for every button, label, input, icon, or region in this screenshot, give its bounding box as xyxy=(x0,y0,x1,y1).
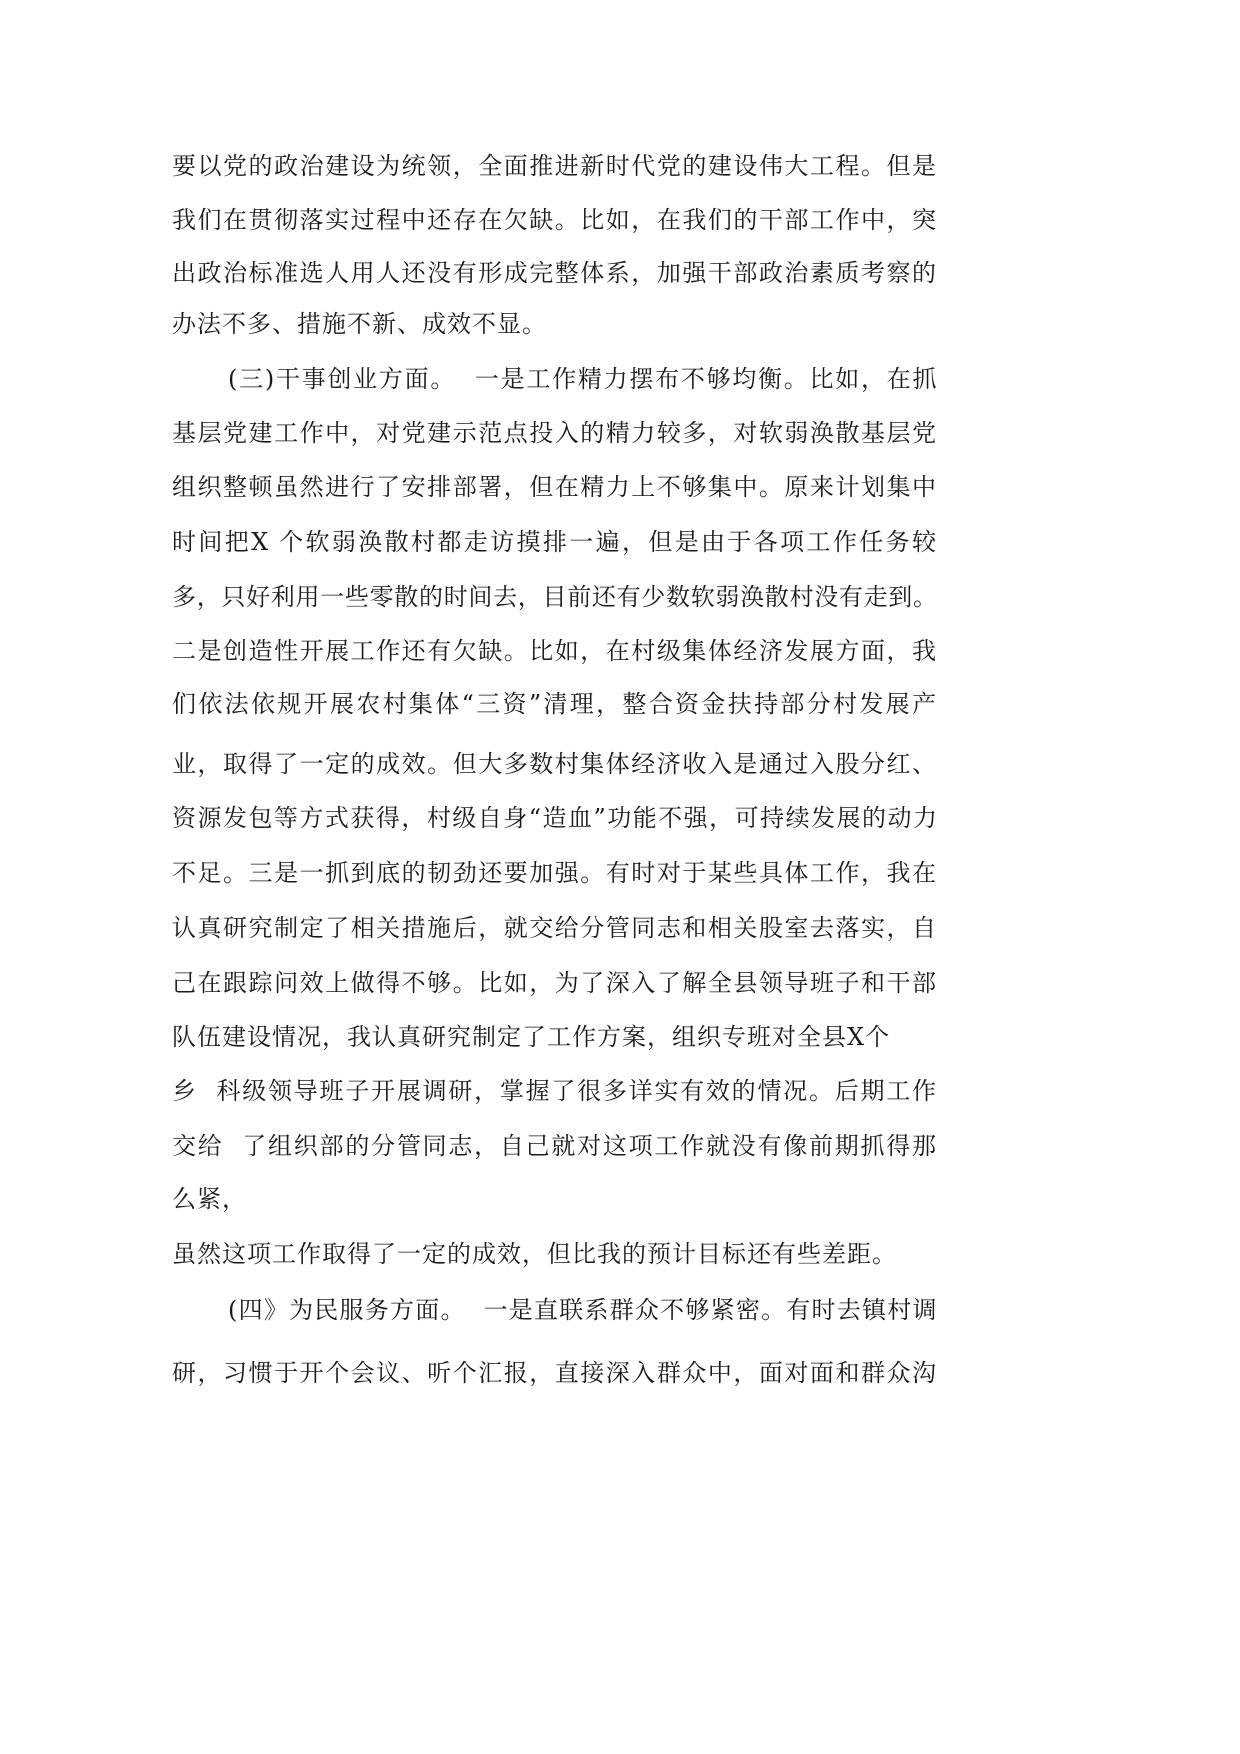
text-line: 交给 了组织部的分管同志，自己就对这项工作就没有像前期抓得那 xyxy=(172,1132,937,1160)
text-line: 乡 科级领导班子开展调研，掌握了很多详实有效的情况。后期工作 xyxy=(172,1077,937,1105)
text-line: 办法不多、措施不新、成效不显。 xyxy=(172,310,547,338)
text-line: 多，只好利用一些零散的时间去，目前还有少数软弱涣散村没有走到。 xyxy=(172,583,937,611)
text-line: 业，取得了一定的成效。但大多数村集体经济收入是通过入股分红、 xyxy=(172,750,937,778)
text-line: 我们在贯彻落实过程中还存在欠缺。比如，在我们的干部工作中，突 xyxy=(172,206,937,234)
text-line: 资源发包等方式获得，村级自身“造血”功能不强，可持续发展的动力 xyxy=(172,804,937,832)
text-line: 虽然这项工作取得了一定的成效，但比我的预计目标还有些差距。 xyxy=(172,1240,897,1268)
text-line: 么紧， xyxy=(172,1185,247,1213)
section-heading-line: (四》为民服务方面。 一是直联系群众不够紧密。有时去镇村调 xyxy=(228,1296,937,1324)
text-line: 们依法依规开展农村集体“三资”清理，整合资金扶持部分村发展产 xyxy=(172,690,937,718)
text-line: 研，习惯于开个会议、听个汇报，直接深入群众中，面对面和群众沟 xyxy=(172,1359,937,1387)
text-line: 组织整顿虽然进行了安排部署，但在精力上不够集中。原来计划集中 xyxy=(172,473,937,501)
text-line: 二是创造性开展工作还有欠缺。比如，在村级集体经济发展方面，我 xyxy=(172,637,937,665)
text-line: 认真研究制定了相关措施后，就交给分管同志和相关股室去落实，自 xyxy=(172,914,937,942)
text-line: 时间把X 个软弱涣散村都走访摸排一遍，但是由于各项工作任务较 xyxy=(172,528,937,556)
text-line: 不足。三是一抓到底的韧劲还要加强。有时对于某些具体工作，我在 xyxy=(172,859,937,887)
section-heading-line: (三)干事创业方面。 一是工作精力摆布不够均衡。比如，在抓 xyxy=(228,365,937,393)
text-line: 出政治标准选人用人还没有形成完整体系，加强干部政治素质考察的 xyxy=(172,259,937,287)
text-line: 己在跟踪问效上做得不够。比如，为了深入了解全县领导班子和干部 xyxy=(172,969,937,997)
text-line: 要以党的政治建设为统领，全面推进新时代党的建设伟大工程。但是 xyxy=(172,152,937,180)
text-line: 基层党建工作中，对党建示范点投入的精力较多，对软弱涣散基层党 xyxy=(172,419,937,447)
text-line: 队伍建设情况，我认真研究制定了工作方案，组织专班对全县X个 xyxy=(172,1023,891,1051)
